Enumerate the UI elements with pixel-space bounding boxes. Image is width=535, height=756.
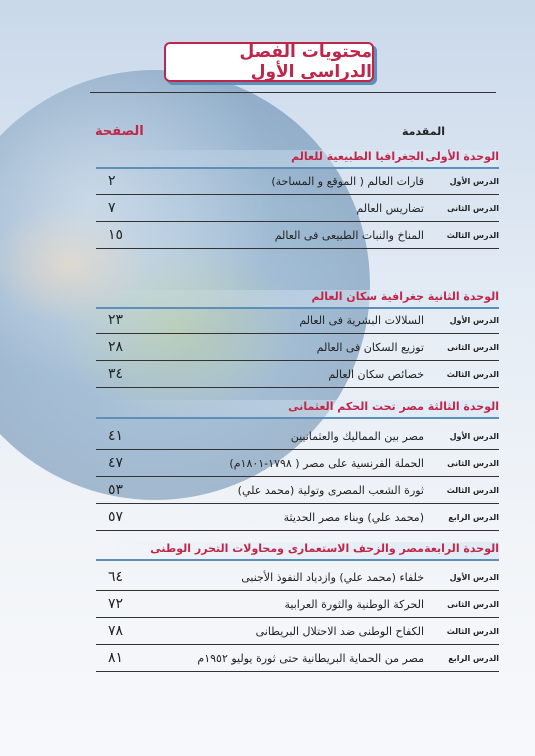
lesson-title: مصر بين المماليك والعثمانيين <box>290 430 424 443</box>
table-row <box>96 172 499 195</box>
lesson-label: الدرس الرابع <box>448 654 499 663</box>
table-row <box>96 508 499 531</box>
table-row <box>96 622 499 645</box>
page-number: ٣٤ <box>108 366 124 382</box>
lesson-title: تضاريس العالم <box>356 202 424 215</box>
page-number: ٢ <box>108 173 116 189</box>
lesson-label: الدرس الأول <box>449 316 499 325</box>
unit-label: الوحدة الثانية <box>427 290 499 303</box>
lesson-title: المناخ والنبات الطبيعى فى العالم <box>274 229 424 242</box>
table-row <box>96 454 499 477</box>
page-title: محتويات الفصل الدراسى الأول <box>239 42 372 82</box>
page-title-box <box>164 42 374 82</box>
lesson-title: خصائص سكان العالم <box>328 368 424 381</box>
lesson-title: الحملة الفرنسية على مصر ( ١٧٩٨-١٨٠١م) <box>229 457 424 470</box>
title-divider <box>90 92 496 93</box>
lesson-title: مصر من الحماية البريطانية حتى ثورة يوليو ١٩٥٢م <box>197 652 424 665</box>
unit-label: الوحدة الرابعة <box>424 542 499 555</box>
table-row <box>96 199 499 222</box>
lesson-label: الدرس الأول <box>449 432 499 441</box>
page-number: ٤١ <box>108 428 124 444</box>
unit-header <box>96 542 499 561</box>
page-number: ٥٧ <box>108 509 124 525</box>
table-row <box>96 311 499 334</box>
lesson-label: الدرس الأول <box>449 177 499 186</box>
table-row <box>96 649 499 672</box>
lesson-title: (محمد علي) وبناء مصر الحديثة <box>283 511 424 524</box>
unit-header <box>96 150 499 169</box>
unit-label: الوحدة الأولى <box>425 150 499 163</box>
lesson-label: الدرس الثانى <box>447 343 499 352</box>
lesson-title: خلفاء (محمد علي) وازدياد النفوذ الأجنبى <box>241 571 424 584</box>
page-number: ٤٧ <box>108 455 124 471</box>
lesson-title: ثورة الشعب المصرى وتولية (محمد علي) <box>237 484 424 497</box>
lesson-label: الدرس الثالث <box>446 231 499 240</box>
page-number: ٧ <box>108 200 116 216</box>
lesson-label: الدرس الثالث <box>446 370 499 379</box>
page-number: ١٥ <box>108 227 124 243</box>
intro-heading: المقدمة <box>401 125 445 138</box>
table-row <box>96 226 499 249</box>
page-number: ٥٣ <box>108 482 124 498</box>
unit-title: مصر تحت الحكم العثمانى <box>288 400 424 413</box>
page-number: ٢٨ <box>108 339 124 355</box>
lesson-label: الدرس الثالث <box>446 486 499 495</box>
page-number: ٦٤ <box>108 569 124 585</box>
page-column-heading: الصفحة <box>95 124 144 139</box>
page-number: ٨١ <box>108 650 124 666</box>
table-row <box>96 427 499 450</box>
unit-title: الجغرافيا الطبيعية للعالم <box>291 150 424 163</box>
unit-label: الوحدة الثالثة <box>427 400 499 413</box>
lesson-title: توزيع السكان فى العالم <box>316 341 424 354</box>
table-row <box>96 481 499 504</box>
page-number: ٧٨ <box>108 623 124 639</box>
table-row <box>96 338 499 361</box>
lesson-title: قارات العالم ( الموقع و المساحة) <box>271 175 424 188</box>
lesson-title: السلالات البشرية فى العالم <box>299 314 424 327</box>
unit-title: مصر والزحف الاستعمارى ومحاولات التحرر الوطنى <box>150 542 424 555</box>
lesson-label: الدرس الرابع <box>448 513 499 522</box>
lesson-label: الدرس الثانى <box>447 600 499 609</box>
unit-title: جغرافية سكان العالم <box>311 290 424 303</box>
lesson-label: الدرس الثالث <box>446 627 499 636</box>
page-number: ٧٢ <box>108 596 124 612</box>
unit-header <box>96 290 499 309</box>
table-row <box>96 595 499 618</box>
lesson-title: الكفاح الوطنى ضد الاحتلال البريطانى <box>255 625 424 638</box>
lesson-label: الدرس الثانى <box>447 459 499 468</box>
table-row <box>96 568 499 591</box>
lesson-label: الدرس الثانى <box>447 204 499 213</box>
lesson-title: الحركة الوطنية والثورة العرابية <box>284 598 424 611</box>
unit-header <box>96 400 499 419</box>
table-row <box>96 365 499 388</box>
lesson-label: الدرس الأول <box>449 573 499 582</box>
page-number: ٢٣ <box>108 312 124 328</box>
